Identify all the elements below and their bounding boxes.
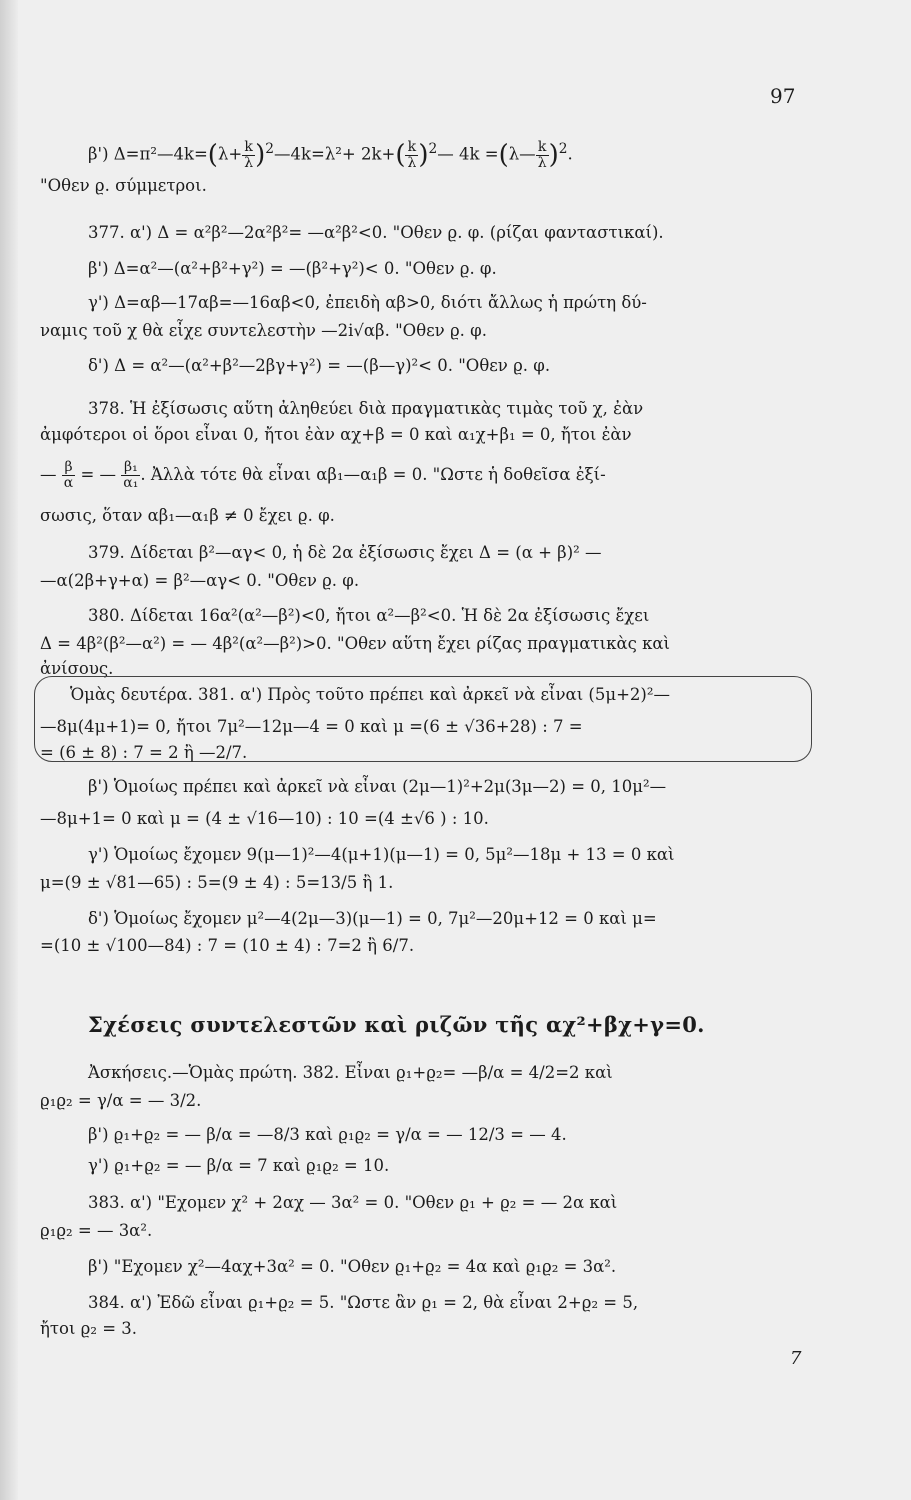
- paren: (: [207, 140, 218, 170]
- exercise-380: 380. Δίδεται 16α²(α²—β²)<0, ἤτοι α²—β²<0. Ἡ δὲ 2α ἐξίσωσις ἔχει: [88, 606, 650, 625]
- text-line: "Οθεν ϱ. σύμμετροι.: [40, 176, 207, 195]
- paren: ): [255, 140, 266, 170]
- text-line: δ') Ὁμοίως ἔχομεν μ²—4(2μ—3)(μ—1) = 0, 7μ²—20μ+12 = 0 καὶ μ=: [88, 909, 657, 928]
- text-line: γ') Δ=αβ—17αβ=—16αβ<0, ἐπειδὴ αβ>0, διότι ἄλλως ἡ πρώτη δύ-: [88, 293, 647, 312]
- fraction: $\frac{k}{\lambda}$: [537, 138, 547, 171]
- text-line: Δ = 4β²(β²—α²) = — 4β²(α²—β²)>0. "Οθεν αὕτη ἔχει ρίζας πραγματικὰς καὶ: [40, 634, 671, 653]
- paren: (: [498, 140, 509, 170]
- exercise-382: Ἀσκήσεις.—Ὁμὰς πρώτη. 382. Εἶναι ϱ₁+ϱ₂= —β/α = 4/2=2 καὶ: [88, 1063, 613, 1082]
- text-line: γ') Ὁμοίως ἔχομεν 9(μ—1)²—4(μ+1)(μ—1) = 0, 5μ²—18μ + 13 = 0 καὶ: [88, 845, 675, 864]
- paren: ): [418, 140, 429, 170]
- text-line: ϱ₁ϱ₂ = γ/α = — 3/2.: [40, 1091, 202, 1110]
- text-line: β') Δ=α²—(α²+β²+γ²) = —(β²+γ²)< 0. "Οθεν ϱ. φ.: [88, 259, 497, 278]
- page-number: 97: [770, 84, 796, 108]
- section-heading: Σχέσεις συντελεστῶν καὶ ριζῶν τῆς αχ²+βχ+γ=0.: [88, 1012, 705, 1037]
- text-line: μ=(9 ± √81—65) : 5=(9 ± 4) : 5=13/5 ἢ 1.: [40, 873, 394, 892]
- paren: ): [548, 140, 559, 170]
- text-line: β') "Εχομεν χ²—4αχ+3α² = 0. "Οθεν ϱ₁+ϱ₂ = 4α καὶ ϱ₁ϱ₂ = 3α².: [88, 1257, 617, 1276]
- text-line: ἀνίσους.: [40, 659, 114, 678]
- exercise-383: 383. α') "Εχομεν χ² + 2αχ — 3α² = 0. "Οθεν ϱ₁ + ϱ₂ = — 2α καὶ: [88, 1193, 618, 1212]
- paren: (: [395, 140, 406, 170]
- text-line: γ') ϱ₁+ϱ₂ = — β/α = 7 καὶ ϱ₁ϱ₂ = 10.: [88, 1156, 390, 1175]
- fraction: $\frac{k}{\lambda}$: [407, 138, 417, 171]
- text-line: —8μ(4μ+1)= 0, ἤτοι 7μ²—12μ—4 = 0 καὶ μ =(6 ± √36+28) : 7 =: [40, 717, 583, 736]
- text-line: ἤτοι ϱ₂ = 3.: [40, 1319, 138, 1338]
- exercise-384: 384. α') Ἐδῶ εἶναι ϱ₁+ϱ₂ = 5. "Ωστε ἂν ϱ₁ = 2, θὰ εἶναι 2+ϱ₂ = 5,: [88, 1293, 639, 1312]
- fraction: $\frac{k}{\lambda}$: [244, 138, 254, 171]
- text-span: β') Δ=π²—4k=: [88, 144, 208, 164]
- page-binding-edge: [0, 0, 18, 1500]
- signature-number: 7: [790, 1348, 802, 1369]
- text-line: ναμις τοῦ χ θὰ εἶχε συντελεστὴν —2i√αβ. "Οθεν ϱ. φ.: [40, 321, 487, 340]
- fraction: $\frac{\beta}{\alpha}$: [63, 459, 74, 491]
- text-line: ϱ₁ϱ₂ = — 3α².: [40, 1221, 153, 1240]
- text-line: σωσις, ὅταν αβ₁—α₁β ≠ 0 ἔχει ϱ. φ.: [40, 506, 335, 525]
- text-line: β') Ὁμοίως πρέπει καὶ ἀρκεῖ νὰ εἶναι (2μ—1)²+2μ(3μ—2) = 0, 10μ²—: [88, 777, 667, 796]
- exercise-377: 377. α') Δ = α²β²—2α²β²= —α²β²<0. "Οθεν ϱ. φ. (ρίζαι φανταστικαί).: [88, 223, 664, 242]
- text-span: λ+: [217, 144, 243, 164]
- exercise-379: 379. Δίδεται β²—αγ< 0, ἡ δὲ 2α ἐξίσωσις ἔχει Δ = (α + β)² —: [88, 543, 602, 562]
- text-line: —α(2β+γ+α) = β²—αγ< 0. "Οθεν ϱ. φ.: [40, 571, 360, 590]
- text-span: —4k=λ²+ 2k+: [274, 144, 396, 164]
- text-line: β') ϱ₁+ϱ₂ = — β/α = —8/3 καὶ ϱ₁ϱ₂ = γ/α = — 12/3 = — 4.: [88, 1125, 567, 1144]
- text-span: λ—: [508, 144, 536, 164]
- text-line: ἀμφότεροι οἱ ὅροι εἶναι 0, ἤτοι ἐὰν αχ+β = 0 καὶ α₁χ+β₁ = 0, ἤτοι ἐὰν: [40, 425, 632, 444]
- fraction-line: — $\frac{\beta}{\alpha}$ = — $\frac{\text{β₁}}{\text{α₁}}$ . Ἀλλὰ τότε θὰ εἶναι αβ₁—α₁β = 0. "Ωστε ἡ δοθεῖσα ἐξί-: [40, 459, 606, 491]
- exercise-381: Ὁμὰς δευτέρα. 381. α') Πρὸς τοῦτο πρέπει καὶ ἀρκεῖ νὰ εἶναι (5μ+2)²—: [70, 685, 670, 704]
- text-line: δ') Δ = α²—(α²+β²—2βγ+γ²) = —(β—γ)²< 0. "Οθεν ϱ. φ.: [88, 356, 551, 375]
- text-line: = (6 ± 8) : 7 = 2 ἢ —2/7.: [40, 743, 248, 762]
- text-span: — 4k =: [437, 144, 499, 164]
- text-span: . Ἀλλὰ τότε θὰ εἶναι αβ₁—α₁β = 0. "Ωστε ἡ δοθεῖσα ἐξί-: [140, 465, 606, 484]
- equation-line-1: β') Δ=π²—4k=(λ+ $\frac{k}{\lambda}$ )$^2$—4k=λ²+ 2k+( $\frac{k}{\lambda}$ )$^2$— 4k =(λ— $\frac{k}{\lambda}$ )$^2$.: [88, 138, 573, 171]
- text-line: —8μ+1= 0 καὶ μ = (4 ± √16—10) : 10 =(4 ±√6 ) : 10.: [40, 809, 489, 828]
- exercise-378: 378. Ἡ ἐξίσωσις αὕτη ἀληθεύει διὰ πραγματικὰς τιμὰς τοῦ χ, ἐὰν: [88, 399, 644, 418]
- text-line: =(10 ± √100—84) : 7 = (10 ± 4) : 7=2 ἢ 6/7.: [40, 936, 415, 955]
- fraction: $\frac{\text{β₁}}{\text{α₁}}$: [123, 459, 139, 491]
